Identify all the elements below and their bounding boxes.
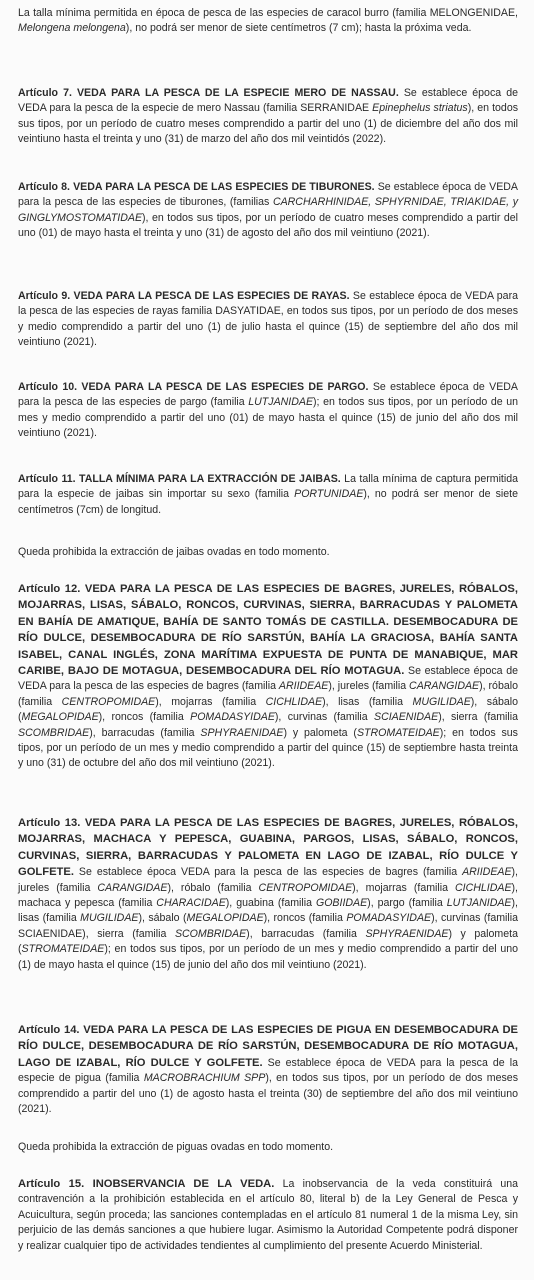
article-7-text-1: Se establece época de VEDA para la pesca de la especie de mero Nassau (familia SERRANIDAE: [18, 87, 518, 115]
article-12-text: ), curvinas (familia: [274, 711, 375, 724]
article-12-text: ), lisas (familia: [322, 695, 413, 708]
piguas-prohibition: Queda prohibida la extracción de piguas ovadas en todo momento.: [18, 1141, 334, 1153]
article-13-family: SCOMBRIDAE: [174, 927, 247, 940]
article-13-family: POMADASYIDAE: [346, 912, 432, 925]
article-12-family: STROMATEIDAE: [356, 726, 440, 739]
article-7-species: Epinephelus striatus: [372, 102, 468, 115]
article-11-text-2: ), no podrá ser menor de siete centímetros (7cm) de longitud.: [18, 488, 518, 516]
article-7-heading: Artículo 7. VEDA PARA LA PESCA DE LA ESPECIE MERO DE NASSAU.: [18, 87, 399, 99]
article-12-text: ), jureles (familia: [328, 680, 410, 693]
article-13-family: LUTJANIDAE: [446, 897, 512, 910]
article-13-family: CICHLIDAE: [455, 881, 512, 894]
article-13-text: ), machaca y pepesca (familia: [18, 881, 518, 910]
article-13-family: SPHYRAENIDAE: [365, 927, 449, 940]
article-14: [18, 1022, 518, 1117]
article-12-family: ARIIDEAE: [278, 680, 329, 693]
article-10-text-1: Se establece época de VEDA para la pesca de las especies de pargo (familia: [18, 381, 518, 409]
intro-species: Melongena melongena: [18, 22, 126, 35]
article-12-text: ), róbalo (familia: [18, 680, 518, 708]
article-11-heading: Artículo 11. TALLA MÍNIMA PARA LA EXTRACCIÓN DE JAIBAS.: [18, 473, 341, 485]
article-12-text: ), sierra (familia: [438, 711, 518, 724]
article-15-heading: Artículo 15. INOBSERVANCIA DE LA VEDA.: [18, 1178, 275, 1190]
article-13-text: ); en todos sus tipos, por un período de un mes y medio comprendido a partir del uno (1) de mayo hasta el quince (15) de junio del año dos mil veintiuno (2021).: [18, 943, 518, 971]
article-13-family: CHARACIDAE: [156, 897, 226, 910]
article-14-text-1: Se establece época de VEDA para la pesca de la especie de pigua (familia: [18, 1056, 518, 1085]
article-13-text: ), curvinas (familia SCIAENIDAE), sierra (familia: [18, 912, 518, 940]
article-13-family: MEGALOPIDAE: [186, 912, 264, 925]
article-12: [18, 581, 518, 772]
article-12-family: SCOMBRIDAE: [18, 726, 90, 739]
article-13-text: ), lisas (familia: [18, 897, 518, 925]
article-10-text-2: ); en todos sus tipos, por un período de un mes y medio comprendido a partir del uno (01) de mayo hasta el quince (15) de junio del año dos mil veintiuno (2021).: [18, 396, 518, 440]
article-12-text: ), roncos (familia: [98, 711, 191, 724]
article-12-text: Se establece época de VEDA para la pesca de las especies de bagres (familia: [18, 665, 518, 693]
article-10: [18, 380, 518, 442]
article-13-text: ), barracudas (familia: [246, 927, 366, 940]
article-8-text-1: Se establece época de VEDA para la pesca de las especies de tiburones, (familias: [18, 181, 518, 209]
article-10-heading: Artículo 10. VEDA PARA LA PESCA DE LAS ESPECIES DE PARGO.: [18, 381, 369, 393]
intro-paragraph: [18, 6, 518, 37]
article-12-text: ); en todos sus tipos, por un período de un mes y medio comprendido a partir del quince (15) de septiembre hasta treinta y uno (31) de octubre del año dos mil veintiuno (2021).: [18, 726, 518, 770]
article-9-heading: Artículo 9. VEDA PARA LA PESCA DE LAS ESPECIES DE RAYAS.: [18, 290, 350, 302]
article-15: [18, 1176, 518, 1254]
article-13-text: ), guabina (familia: [225, 897, 316, 910]
article-8: [18, 180, 518, 242]
article-11-text-1: La talla mínima de captura permitida para la especie de jaibas sin importar su sexo (familia: [18, 473, 518, 501]
jaibas-prohibition: Queda prohibida la extracción de jaibas ovadas en todo momento.: [18, 546, 330, 558]
article-13-text: ), pargo (familia: [367, 897, 447, 910]
article-13-family: CENTROPOMIDAE: [258, 881, 353, 894]
article-8-heading: Artículo 8. VEDA PARA LA PESCA DE LAS ESPECIES DE TIBURONES.: [18, 181, 375, 193]
article-12-family: SPHYRAENIDAE: [200, 726, 284, 739]
article-13: [18, 815, 518, 973]
article-7-text-2: ), en todos sus tipos, por un período de cuatro meses comprendido a partir del uno (1) de diciembre del año dos mil veintiuno hasta el treinta y uno (31) de marzo del año dos mil veintidós (2022).: [18, 102, 519, 146]
article-12-family: CARANGIDAE: [409, 680, 480, 693]
article-12-text: ), sábalo (: [18, 695, 518, 724]
article-14-text-2: ), en todos sus tipos, por un período de dos meses comprendido a partir del uno (1) de agosto hasta el treinta (30) de septiembre del año dos mil veintiuno (2021).: [18, 1072, 518, 1116]
article-12-text: ) y palometa (: [283, 726, 357, 739]
article-11: [18, 472, 518, 518]
article-12-text: ), barracudas (familia: [89, 726, 201, 739]
article-13-family: STROMATEIDAE: [21, 943, 105, 956]
article-10-family: LUTJANIDAE: [248, 396, 314, 409]
article-12-family: CICHLIDAE: [265, 695, 323, 708]
article-8-text-2: ), en todos sus tipos, por un período de cuatro meses comprendido a partir del uno (01) de mayo hasta el treinta y uno (31) de agosto del año dos mil veintiuno (2021).: [18, 211, 518, 240]
article-13-text: ), roncos (familia: [263, 912, 347, 925]
article-14-family: MACROBRACHIUM SPP: [143, 1072, 266, 1085]
article-13-family: CARANGIDAE: [97, 881, 168, 894]
article-13-text: ) y palometa (: [18, 927, 518, 956]
article-13-family: ARIIDEAE: [462, 866, 512, 879]
article-12-family: POMADASYIDAE: [190, 711, 275, 724]
article-13-text: Se establece época VEDA para la pesca de las especies de bagres (familia: [73, 866, 463, 879]
article-12-family: MEGALOPIDAE: [21, 711, 99, 724]
article-11-family: PORTUNIDAE: [294, 488, 364, 501]
article-13-text: ), mojarras (familia: [352, 881, 455, 894]
intro-text-1: La talla mínima permitida en época de pesca de las especies de caracol burro (familia MELONGENIDAE,: [18, 7, 518, 19]
article-14-heading: Artículo 14. VEDA PARA LA PESCA DE LAS ESPECIES DE PIGUA EN DESEMBOCADURA DE RÍO DULCE, DESEMBOCADURA DE RÍO SARSTÚN, DESEMBOCADURA DE RÍO MOTAGUA, LAGO DE IZABAL, RÍO DULCE Y GOLFETE.: [18, 1024, 518, 1069]
article-13-text: ), jureles (familia: [18, 866, 518, 894]
article-12-family: CENTROPOMIDAE: [61, 695, 156, 708]
article-8-families: CARCHARHINIDAE, SPHYRNIDAE, TRIAKIDAE, y GINGLYMOSTOMATIDAE: [18, 196, 518, 224]
article-9-text-1: Se establece época de VEDA para la pesca de las especies de rayas familia DASYATIDAE, en todos sus tipos, por un período de dos meses y medio comprendido a partir del uno (1) de julio hasta el quince (15) de septiembre del año dos mil veintiuno (2021).: [18, 290, 518, 349]
article-13-text: ), róbalo (familia: [167, 881, 259, 894]
article-15-text-1: La inobservancia de la veda constituirá una contravención a la prohibición establecida en el artículo 80, literal b) de la Ley General de Pesca y Acuicultura, según proceda; las sanciones contempladas en el artículo 81 numeral 1 de la misma Ley, sin perjuicio de las demás sanciones a que hubiere lugar. Asimismo la Autoridad Competente podrá disponer y realizar cualquier tipo de actividades tendientes al cumplimiento del presente Acuerdo Ministerial.: [18, 1178, 519, 1252]
article-9: [18, 289, 518, 351]
intro-text-2: ), no podrá ser menor de siete centímetros (7 cm); hasta la próxima veda.: [125, 22, 472, 35]
article-12-family: SCIAENIDAE: [374, 711, 439, 724]
article-13-family: MUGILIDAE: [80, 912, 139, 925]
article-7: [18, 86, 518, 148]
article-13-heading: Artículo 13. VEDA PARA LA PESCA DE LAS ESPECIES DE BAGRES, JURELES, RÓBALOS, MOJARRAS, MACHACA Y PEPESCA, GUABINA, PARGOS, LISAS, SÁBALO, RONCOS, CURVINAS, SIERRA, BARRACUDAS Y PALOMETA EN LAGO DE IZABAL, RÍO DULCE Y GOLFETE.: [18, 817, 518, 879]
article-12-family: MUGILIDAE: [412, 695, 471, 708]
article-13-family: GOBIIDAE: [315, 897, 368, 910]
article-12-text: ), mojarras (familia: [155, 695, 266, 708]
article-12-heading: Artículo 12. VEDA PARA LA PESCA DE LAS ESPECIES DE BAGRES, JURELES, RÓBALOS, MOJARRAS, LISAS, SÁBALO, RONCOS, CURVINAS, SIERRA, BARRACUDAS Y PALOMETA EN BAHÍA DE AMATIQUE, BAHÍA DE SANTO TOMÁS DE CASTILLA. DESEMBOCADURA DE RÍO DULCE, DESEMBOCADURA DE RÍO SARSTÚN, BAHÍA LA GRACIOSA, BAHÍA SANTA ISABEL, CANAL INGLÉS, ZONA MARÍTIMA EXPUESTA DE PUNTA DE MANABIQUE, MAR CARIBE, BAJO DE MOTAGUA, DESEMBOCADURA DEL RÍO MOTAGUA.: [18, 583, 518, 678]
article-13-text: ), sábalo (: [138, 912, 187, 925]
